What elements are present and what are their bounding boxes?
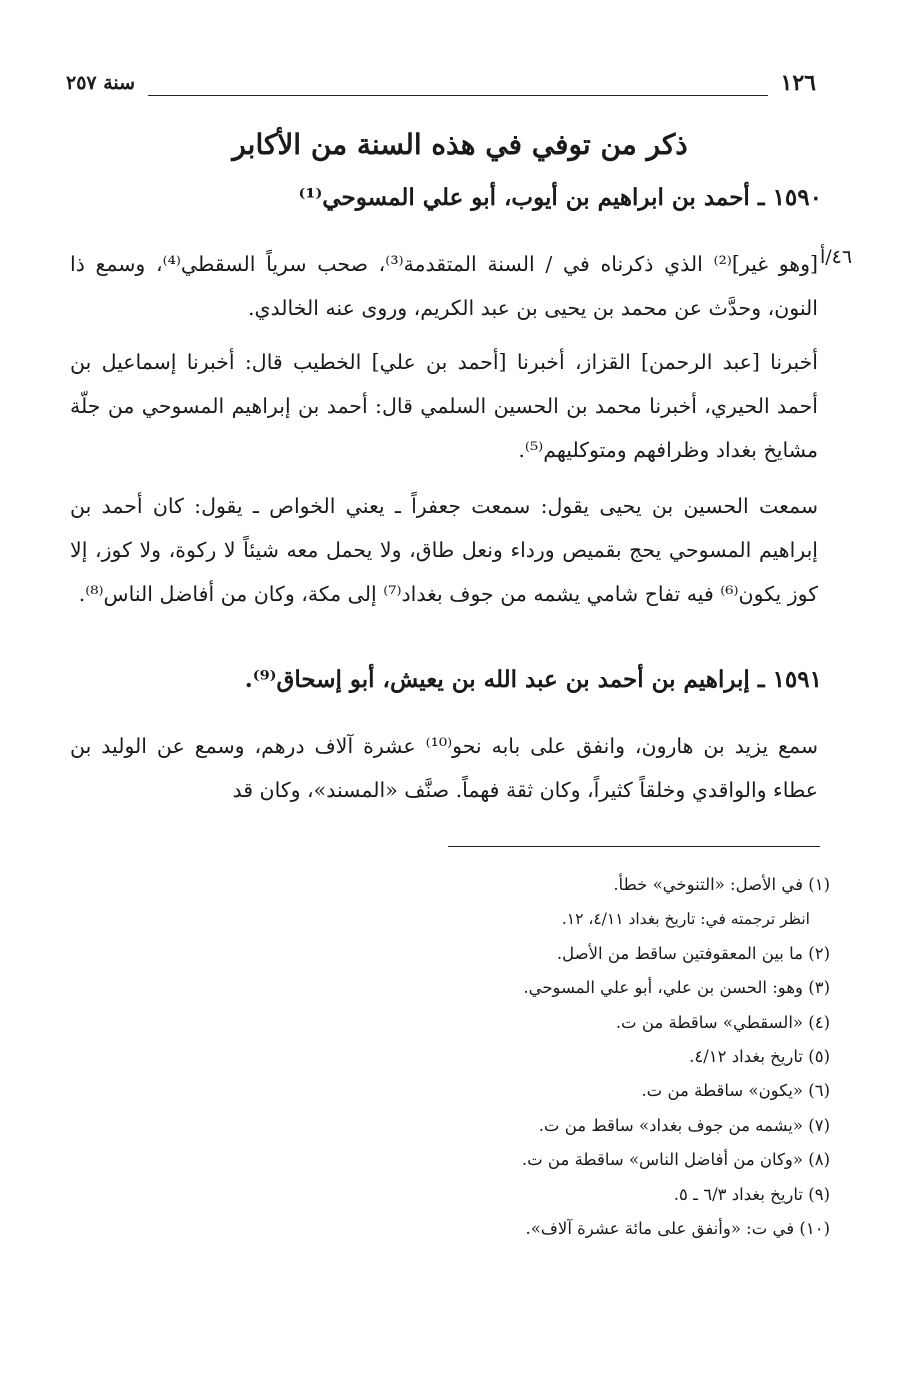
footnote: انظر ترجمته في: تاريخ بغداد ٤/١١، ١٢. [561,910,810,929]
footnote: (١٠) في ت: «وأنفق على مائة عشرة آلاف». [525,1219,830,1239]
footnote: (٩) تاريخ بغداد ٦/٣ ـ ٥. [673,1184,830,1204]
paragraph-4: سمع يزيد بن هارون، وانفق على بابه نحو⁽¹⁰⁾ عشرة آلاف درهم، وسمع عن الوليد بن عطاء والواقدي وخلقاً كثيراً، وكان ثقة فهماً. صنَّف «المسند»، وكان قد [70,734,818,802]
footnote: (٣) وهو: الحسن بن علي، أبو علي المسوحي. [523,978,830,998]
entry-heading-1591: ١٥٩١ ـ إبراهيم بن أحمد بن عبد الله بن يعيش، أبو إسحاق⁽⁹⁾. [244,666,822,693]
manuscript-folio-note: ٤٦/أ [819,246,853,268]
section-title: ذكر من توفي في هذه السنة من الأكابر [232,128,688,161]
footnote-rule [448,846,820,847]
footnote: (٥) تاريخ بغداد ٤/١٢. [689,1047,830,1067]
entry-heading-1590: ١٥٩٠ ـ أحمد بن ابراهيم بن أيوب، أبو علي المسوحي⁽¹⁾ [298,184,822,211]
running-header-year: سنة ٢٥٧ [66,72,136,94]
footnote: (٨) «وكان من أفاضل الناس» ساقطة من ت. [521,1150,830,1170]
header-rule [148,95,768,96]
footnote: (١) في الأصل: «التنوخي» خطأ. [613,875,830,894]
paragraph-3: سمعت الحسين بن يحيى يقول: سمعت جعفراً ـ يعني الخواص ـ يقول: كان أحمد بن إبراهيم المسوحي يحج بقميص ورداء ونعل طاق، ولا يحمل معه شيئاً لا ركوة، ولا كوز، إلا كوز يكون⁽⁶⁾ فيه تفاح شامي يشمه من جوف بغداد⁽⁷⁾ إلى مكة، وكان من أفاضل الناس⁽⁸⁾. [70,494,818,606]
footnote: (٢) ما بين المعقوفتين ساقط من الأصل. [556,943,830,963]
footnote: (٧) «يشمه من جوف بغداد» ساقط من ت. [538,1115,830,1135]
paragraph-2: أخبرنا [عبد الرحمن] القزاز، أخبرنا [أحمد بن علي] الخطيب قال: أخبرنا إسماعيل بن أحمد الحيري، أخبرنا محمد بن الحسين السلمي قال: أحمد بن إبراهيم المسوحي من جلّة مشايخ بغداد وظرافهم ومتوكليهم⁽⁵⁾. [70,350,818,462]
paragraph-1: [وهو غير]⁽²⁾ الذي ذكرناه في / السنة المتقدمة⁽³⁾، صحب سرياً السقطي⁽⁴⁾، وسمع ذا النون، وحدَّث عن محمد بن يحيى بن عبد الكريم، وروى عنه الخالدي. [70,252,819,320]
page-number: ١٢٦ [780,70,816,96]
footnote: (٦) «يكون» ساقطة من ت. [641,1081,830,1101]
footnote: (٤) «السقطي» ساقطة من ت. [615,1012,830,1032]
footnotes [270,868,830,1246]
